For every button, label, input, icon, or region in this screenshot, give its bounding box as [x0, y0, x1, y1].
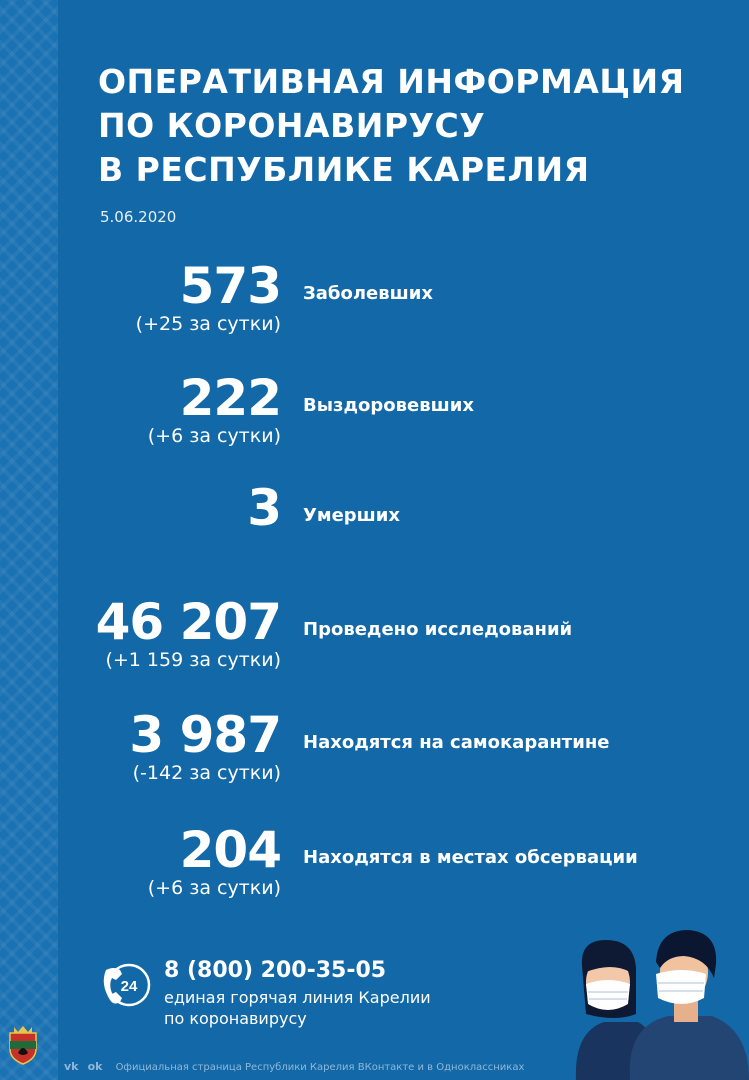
stat-infected — [0, 258, 749, 348]
stat-delta: (+6 за сутки) — [147, 877, 281, 899]
stat-self-quarantine — [0, 707, 749, 797]
stat-value: 573 — [179, 257, 281, 315]
stat-value: 222 — [179, 369, 281, 427]
stat-value: 3 987 — [129, 706, 281, 764]
title-line-1: ОПЕРАТИВНАЯ ИНФОРМАЦИЯ — [98, 62, 685, 101]
page-title — [98, 60, 738, 192]
masked-people-illustration — [556, 922, 749, 1080]
stat-deaths — [0, 480, 749, 570]
coat-of-arms-icon — [6, 1023, 40, 1065]
stat-label: Находятся на самокарантине — [303, 732, 610, 753]
stat-delta: (+25 за сутки) — [135, 313, 281, 335]
title-line-2: ПО КОРОНАВИРУСУ — [98, 106, 486, 145]
stat-value: 3 — [247, 479, 281, 537]
hotline-block — [100, 958, 520, 1038]
title-line-3: В РЕСПУБЛИКЕ КАРЕЛИЯ — [98, 150, 590, 189]
stat-delta: (+6 за сутки) — [147, 425, 281, 447]
vk-icon[interactable]: vk — [64, 1060, 79, 1073]
stat-value: 204 — [179, 821, 281, 879]
hotline-caption-2: по коронавирусу — [164, 1009, 307, 1028]
stat-label: Находятся в местах обсервации — [303, 847, 638, 868]
hotline-caption-1: единая горячая линия Карелии — [164, 988, 431, 1007]
stat-tests — [0, 594, 749, 684]
stat-label: Умерших — [303, 505, 401, 526]
ok-icon[interactable]: ok — [87, 1060, 103, 1073]
footer-social — [64, 1055, 524, 1073]
stat-recovered — [0, 370, 749, 460]
stat-delta: (-142 за сутки) — [132, 762, 281, 784]
report-date: 5.06.2020 — [100, 208, 177, 226]
stat-observation — [0, 822, 749, 912]
stat-delta: (+1 159 за сутки) — [105, 649, 281, 671]
stat-value: 46 207 — [95, 593, 281, 651]
stat-label: Проведено исследований — [303, 619, 573, 640]
stat-label: Выздоровевших — [303, 395, 474, 416]
footer-text: Официальная страница Республики Карелия ВКонтакте и в Одноклассниках — [115, 1062, 525, 1073]
phone-icon-label: 24 — [120, 978, 138, 995]
hotline-phone[interactable]: 8 (800) 200-35-05 — [164, 958, 387, 983]
phone-24-icon — [100, 958, 156, 1014]
stat-label: Заболевших — [303, 283, 433, 304]
